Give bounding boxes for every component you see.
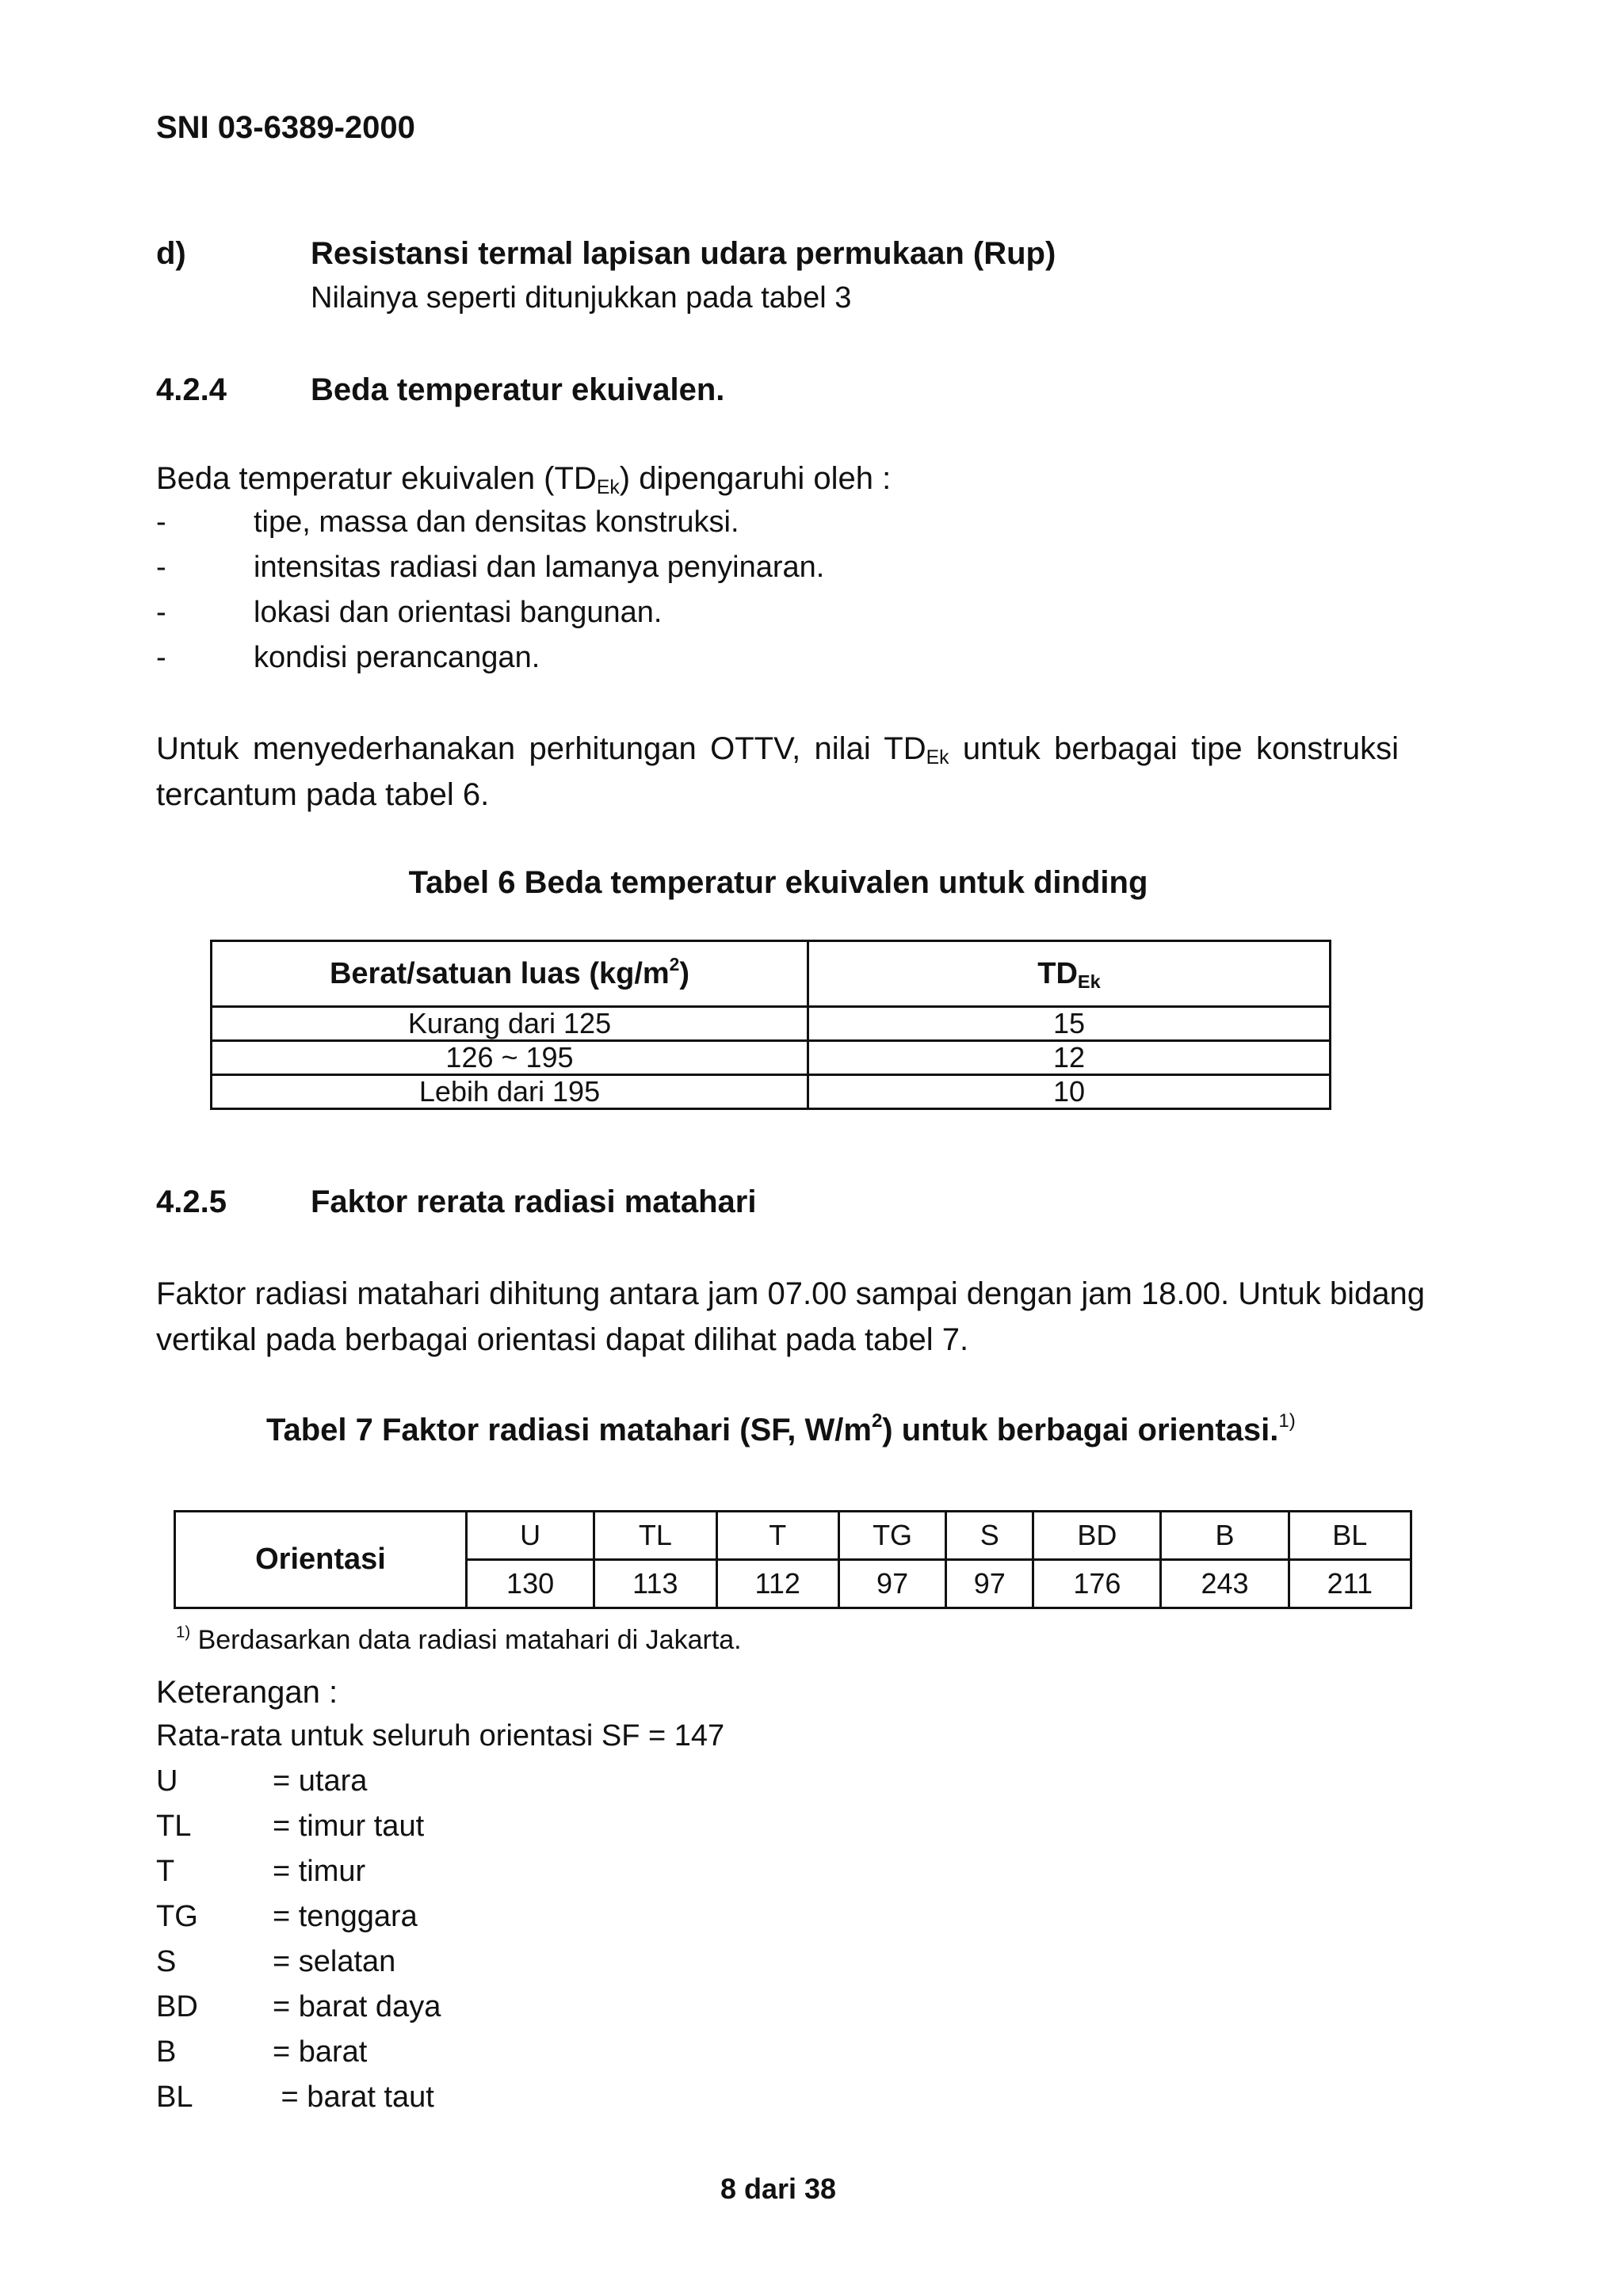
section-424-intro [156, 460, 891, 498]
header-td [808, 941, 1331, 1007]
legend-key: TL [156, 1810, 192, 1843]
cell-weight: 126 ~ 195 [212, 1041, 808, 1075]
legend-value: = barat [273, 2035, 368, 2069]
orientation-cell: B [1161, 1512, 1289, 1560]
value-cell: 97 [838, 1560, 945, 1608]
intro-text-pre: Beda temperatur ekuivalen (TD [156, 461, 597, 496]
value-cell: 130 [467, 1560, 594, 1608]
cell-td: 12 [808, 1041, 1331, 1075]
intro-text-post: ) dipengaruhi oleh : [619, 461, 892, 496]
orientation-cell: U [467, 1512, 594, 1560]
legend-value: = utara [273, 1764, 368, 1798]
legend-value: = selatan [273, 1945, 396, 1978]
document-id: SNI 03-6389-2000 [156, 110, 415, 145]
bullet-dash: - [156, 641, 166, 674]
table7-footnote [176, 1624, 742, 1656]
legend-value: = tenggara [273, 1900, 418, 1933]
header-weight-text: Berat/satuan luas (kg/m [329, 956, 670, 990]
orientation-cell: S [946, 1512, 1033, 1560]
section-d-label: d) [156, 236, 186, 271]
section-424-title: Beda temperatur ekuivalen. [311, 372, 725, 407]
legend-value: = timur taut [273, 1810, 425, 1843]
list-item: intensitas radiasi dan lamanya penyinaran. [254, 551, 825, 584]
table-row [212, 1007, 1331, 1041]
legend-value: = timur [273, 1855, 366, 1888]
row-header-orientasi: Orientasi [175, 1512, 467, 1608]
orientation-cell: T [716, 1512, 838, 1560]
cell-weight: Lebih dari 195 [212, 1075, 808, 1109]
value-cell: 112 [716, 1560, 838, 1608]
section-424-paragraph-line2: tercantum pada tabel 6. [156, 777, 490, 812]
table6-caption: Tabel 6 Beda temperatur ekuivalen untuk dinding [408, 865, 1148, 900]
legend-key: BL [156, 2081, 193, 2114]
section-424-number: 4.2.4 [156, 372, 227, 407]
legend-key: U [156, 1764, 178, 1798]
header-weight [212, 941, 808, 1007]
footnote-text: Berdasarkan data radiasi matahari di Jakarta. [197, 1625, 742, 1655]
caption-superscript: 2 [871, 1410, 883, 1432]
legend-title: Keterangan : [156, 1675, 338, 1710]
table-row [212, 1041, 1331, 1075]
legend-value: = barat taut [273, 2081, 434, 2114]
caption-footnote-mark: 1) [1278, 1410, 1296, 1432]
cell-td: 10 [808, 1075, 1331, 1109]
table7-caption [266, 1411, 1296, 1449]
value-cell: 176 [1033, 1560, 1161, 1608]
list-item: kondisi perancangan. [254, 641, 540, 674]
header-weight-close: ) [679, 956, 690, 990]
legend-key: TG [156, 1900, 198, 1933]
table-header-row [212, 941, 1331, 1007]
cell-td: 15 [808, 1007, 1331, 1041]
caption-text-pre: Tabel 7 Faktor radiasi matahari (SF, W/m [266, 1413, 872, 1447]
value-cell: 97 [946, 1560, 1033, 1608]
list-item: lokasi dan orientasi bangunan. [254, 596, 663, 629]
caption-text-post: ) untuk berbagai orientasi. [882, 1413, 1279, 1447]
table6 [210, 940, 1331, 1110]
orientation-cell: BD [1033, 1512, 1161, 1560]
header-td-subscript: Ek [1077, 971, 1101, 992]
orientation-cell: TL [594, 1512, 716, 1560]
value-cell: 243 [1161, 1560, 1289, 1608]
legend-key: B [156, 2035, 177, 2069]
header-td-text: TD [1037, 956, 1078, 990]
cell-weight: Kurang dari 125 [212, 1007, 808, 1041]
paragraph-text-post: untuk berbagai tipe konstruksi [949, 731, 1400, 766]
table-row [212, 1075, 1331, 1109]
section-425-paragraph-line2: vertikal pada berbagai orientasi dapat dilihat pada tabel 7. [156, 1322, 969, 1357]
section-d-title: Resistansi termal lapisan udara permukaan (Rup) [311, 236, 1056, 271]
orientation-cell: TG [838, 1512, 945, 1560]
table-row-orientations [175, 1512, 1411, 1560]
legend-value: = barat daya [273, 1990, 441, 2023]
legend-average: Rata-rata untuk seluruh orientasi SF = 147 [156, 1719, 725, 1753]
value-cell: 113 [594, 1560, 716, 1608]
value-cell: 211 [1289, 1560, 1411, 1608]
table7 [174, 1510, 1412, 1609]
paragraph-subscript: Ek [926, 747, 949, 769]
list-item: tipe, massa dan densitas konstruksi. [254, 505, 739, 539]
bullet-dash: - [156, 505, 166, 539]
footnote-mark: 1) [176, 1623, 191, 1642]
section-424-paragraph-line1 [156, 730, 1399, 768]
page-number: 8 dari 38 [720, 2172, 837, 2205]
legend-key: T [156, 1855, 175, 1888]
section-425-title: Faktor rerata radiasi matahari [311, 1184, 757, 1219]
intro-subscript: Ek [596, 477, 620, 499]
orientation-cell: BL [1289, 1512, 1411, 1560]
section-425-paragraph-line1: Faktor radiasi matahari dihitung antara jam 07.00 sampai dengan jam 18.00. Untuk bidang [156, 1276, 1425, 1311]
header-weight-superscript: 2 [669, 953, 680, 974]
bullet-dash: - [156, 551, 166, 584]
section-425-number: 4.2.5 [156, 1184, 227, 1219]
legend-key: S [156, 1945, 177, 1978]
legend-key: BD [156, 1990, 198, 2023]
bullet-dash: - [156, 596, 166, 629]
paragraph-text-pre: Untuk menyederhanakan perhitungan OTTV, nilai TD [156, 731, 926, 766]
section-d-text: Nilainya seperti ditunjukkan pada tabel 3 [311, 281, 852, 315]
